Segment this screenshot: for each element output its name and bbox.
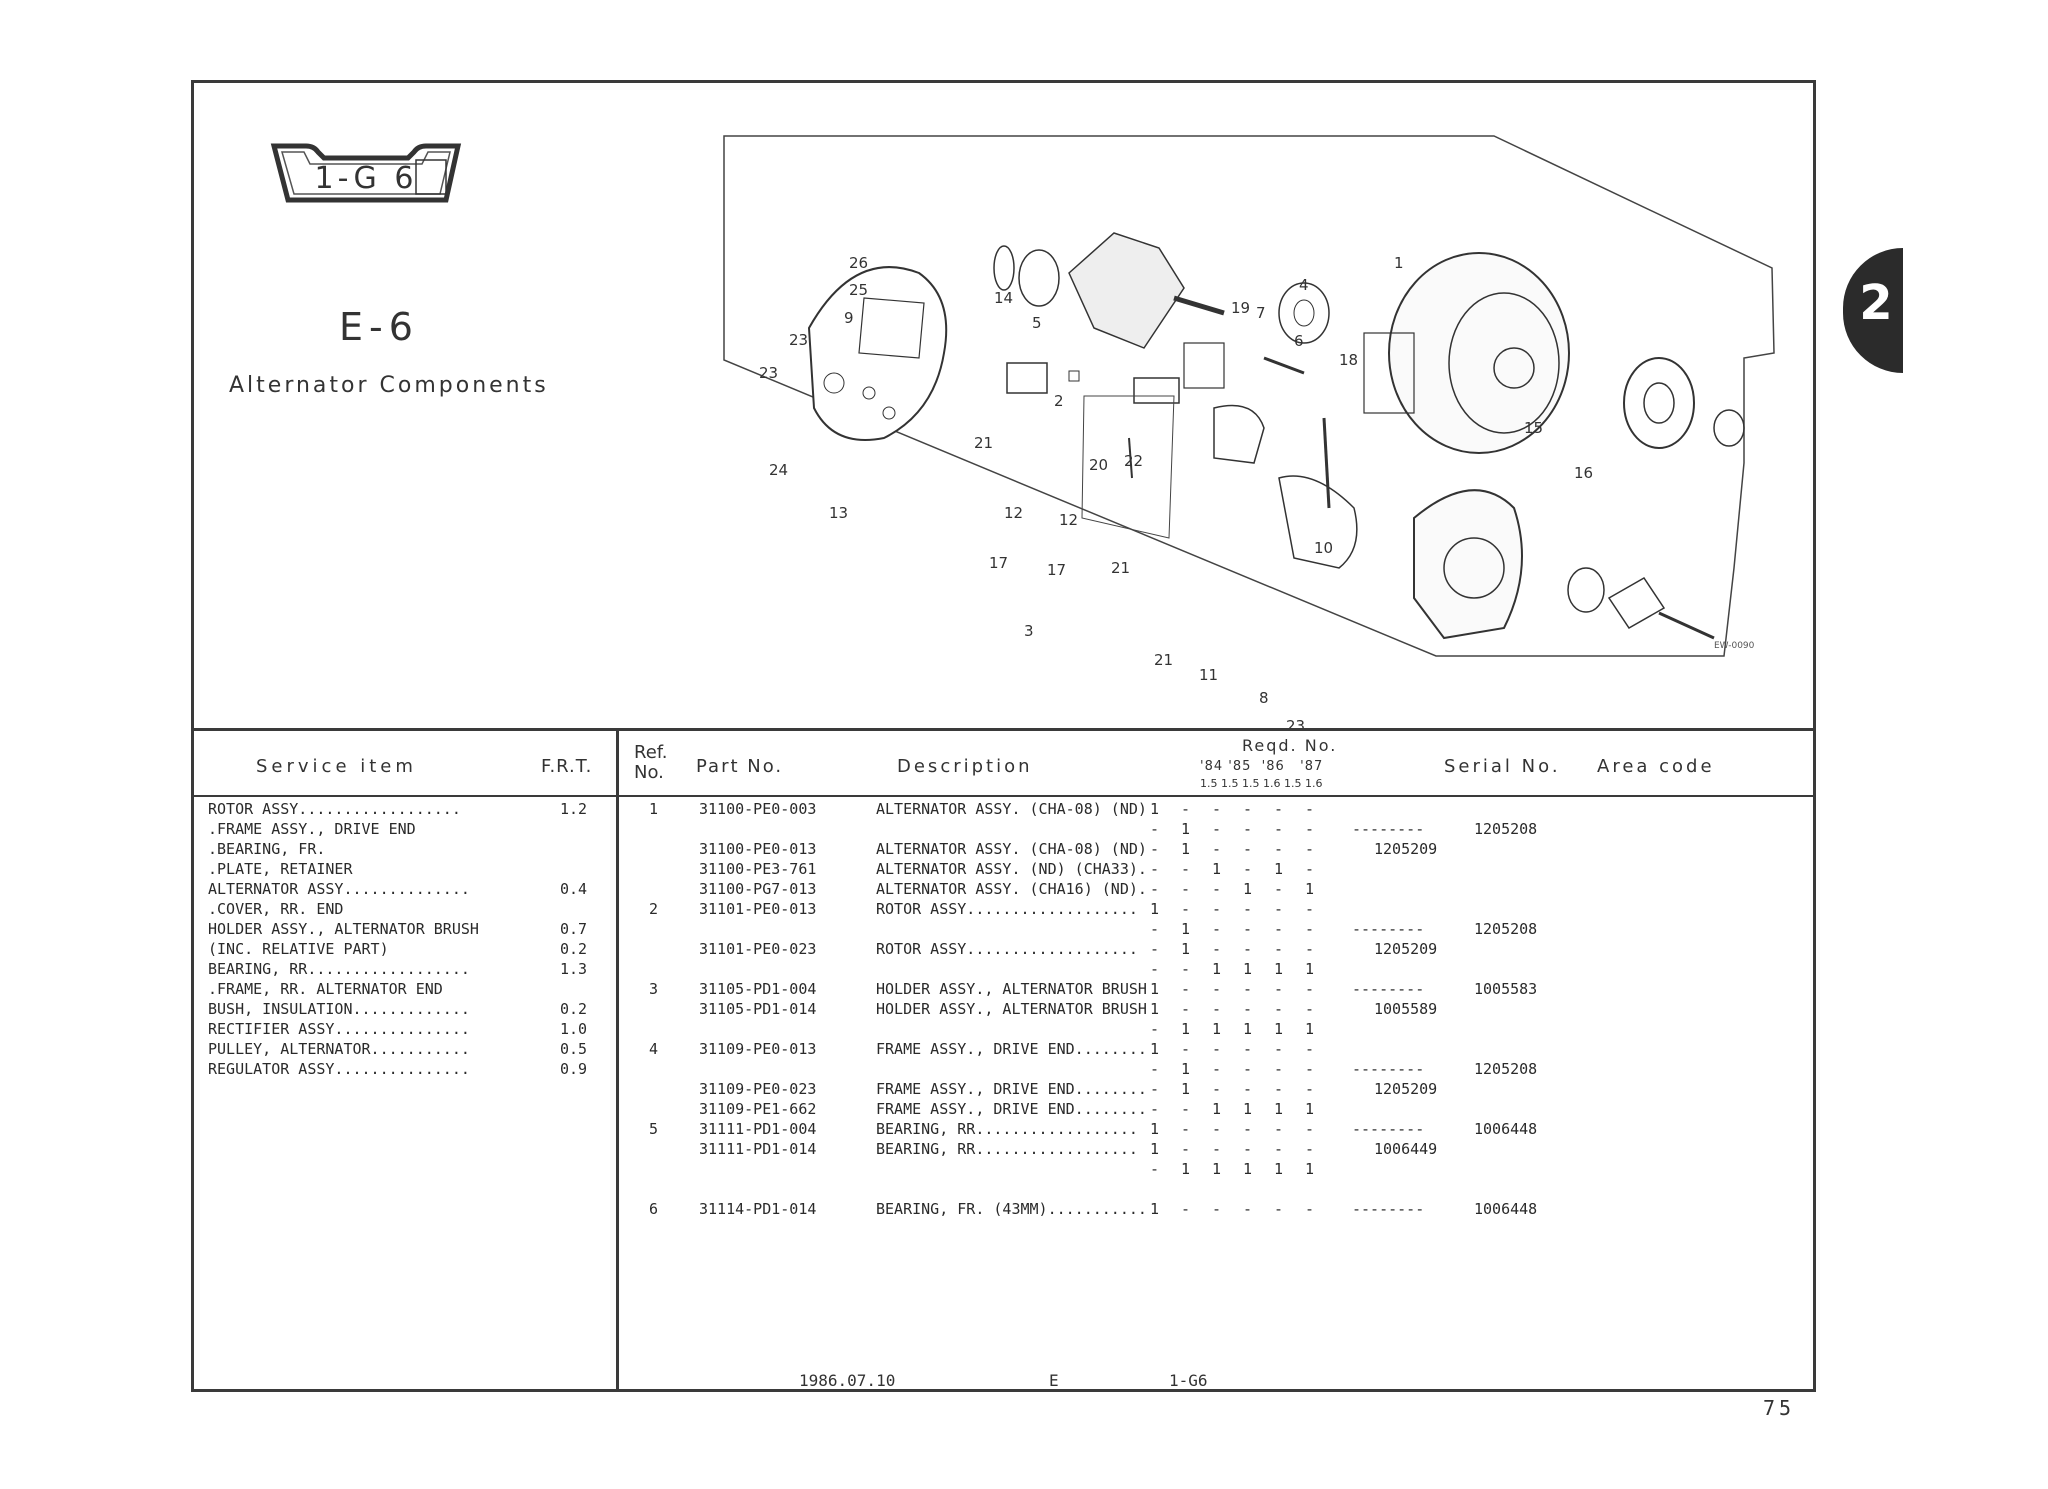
service-item-label: BUSH, INSULATION............. bbox=[208, 1000, 470, 1018]
part-qty: - bbox=[1181, 980, 1191, 998]
part-number: 31109-PE0-013 bbox=[699, 1040, 817, 1058]
part-qty: - bbox=[1212, 1040, 1222, 1058]
service-item-row bbox=[208, 799, 608, 819]
part-qty: 1 bbox=[1181, 1080, 1191, 1098]
service-item-frt: 1.0 bbox=[560, 1020, 588, 1038]
part-qty: 1 bbox=[1274, 960, 1284, 978]
part-row bbox=[619, 1059, 1809, 1079]
part-description: ALTERNATOR ASSY. (CHA-08) (ND) bbox=[876, 840, 1147, 858]
part-qty: - bbox=[1212, 1080, 1222, 1098]
part-ref: 3 bbox=[649, 980, 659, 998]
header-description: Description bbox=[897, 756, 1033, 777]
part-qty: 1 bbox=[1150, 1140, 1160, 1158]
part-number: 31111-PD1-014 bbox=[699, 1140, 817, 1158]
part-qty: - bbox=[1181, 1140, 1191, 1158]
callout: 21 bbox=[1154, 651, 1174, 669]
part-qty: - bbox=[1243, 900, 1253, 918]
service-item-row bbox=[208, 1039, 608, 1059]
serial-dash: -------- bbox=[1352, 920, 1425, 938]
page-frame bbox=[191, 80, 1816, 1392]
part-qty: - bbox=[1150, 1020, 1160, 1038]
drive-end-frame-illustration bbox=[1414, 490, 1714, 638]
callout: 18 bbox=[1339, 351, 1359, 369]
part-row bbox=[619, 979, 1809, 999]
callout: 6 bbox=[1294, 332, 1304, 350]
callout: 8 bbox=[1259, 689, 1269, 707]
part-qty: - bbox=[1305, 840, 1315, 858]
callout: 1 bbox=[1394, 254, 1404, 272]
part-qty: - bbox=[1181, 860, 1191, 878]
part-qty: - bbox=[1243, 920, 1253, 938]
callout: 23 bbox=[1286, 717, 1306, 735]
part-row bbox=[619, 939, 1809, 959]
service-item-label: (INC. RELATIVE PART) bbox=[208, 940, 389, 958]
section-title: Alternator Components bbox=[229, 373, 549, 398]
service-item-frt: 0.4 bbox=[560, 880, 588, 898]
part-qty: - bbox=[1305, 1080, 1315, 1098]
callout: 10 bbox=[1314, 539, 1334, 557]
part-qty: - bbox=[1305, 1200, 1315, 1218]
part-row bbox=[619, 819, 1809, 839]
part-qty: - bbox=[1305, 1140, 1315, 1158]
part-row bbox=[619, 1099, 1809, 1119]
section-badge-label: 1-G 6 bbox=[314, 161, 418, 196]
callout: 23 bbox=[759, 364, 779, 382]
part-qty: - bbox=[1243, 1060, 1253, 1078]
header-ref-no: Ref. No. bbox=[634, 742, 668, 783]
part-row bbox=[619, 1159, 1809, 1179]
part-row bbox=[619, 919, 1809, 939]
part-qty: - bbox=[1243, 1140, 1253, 1158]
service-item-row bbox=[208, 819, 608, 839]
brush-holder-illustration bbox=[1007, 363, 1179, 538]
callout: 21 bbox=[974, 434, 994, 452]
serial-to: 1205208 bbox=[1474, 920, 1538, 938]
header-part-no: Part No. bbox=[696, 756, 784, 777]
part-qty: - bbox=[1243, 1040, 1253, 1058]
part-qty: 1 bbox=[1181, 840, 1191, 858]
part-row bbox=[619, 1119, 1809, 1139]
part-qty: 1 bbox=[1305, 1020, 1315, 1038]
service-item-row bbox=[208, 999, 608, 1019]
part-row bbox=[619, 959, 1809, 979]
service-item-label: HOLDER ASSY., ALTERNATOR BRUSH bbox=[208, 920, 479, 938]
part-qty: - bbox=[1305, 1120, 1315, 1138]
part-qty: - bbox=[1212, 980, 1222, 998]
part-qty: - bbox=[1243, 800, 1253, 818]
callout: 4 bbox=[1299, 276, 1309, 294]
header-service-item: Service item bbox=[256, 756, 417, 777]
header-years: '84 '85 '86 '87 bbox=[1200, 759, 1324, 774]
serial-from: 1006449 bbox=[1374, 1140, 1438, 1158]
part-description: ALTERNATOR ASSY. (CHA16) (ND). bbox=[876, 880, 1147, 898]
part-qty: - bbox=[1150, 960, 1160, 978]
rotor-illustration bbox=[994, 233, 1224, 348]
part-qty: 1 bbox=[1150, 800, 1160, 818]
serial-to: 1205208 bbox=[1474, 1060, 1538, 1078]
part-qty: - bbox=[1150, 840, 1160, 858]
part-qty: 1 bbox=[1150, 900, 1160, 918]
part-qty: 1 bbox=[1305, 880, 1315, 898]
part-qty: - bbox=[1150, 880, 1160, 898]
part-qty: 1 bbox=[1150, 1040, 1160, 1058]
callout: 23 bbox=[789, 331, 809, 349]
header-area-code: Area code bbox=[1597, 756, 1715, 777]
part-qty: - bbox=[1181, 1040, 1191, 1058]
part-qty: - bbox=[1150, 860, 1160, 878]
table-header-divider bbox=[194, 795, 1813, 797]
part-qty: 1 bbox=[1181, 940, 1191, 958]
service-item-list bbox=[208, 799, 608, 1079]
callout: 17 bbox=[989, 554, 1009, 572]
part-description: ALTERNATOR ASSY. (ND) (CHA33). bbox=[876, 860, 1147, 878]
part-ref: 1 bbox=[649, 800, 659, 818]
part-qty: - bbox=[1243, 1120, 1253, 1138]
part-qty: - bbox=[1243, 1080, 1253, 1098]
part-row bbox=[619, 999, 1809, 1019]
part-number: 31100-PE3-761 bbox=[699, 860, 817, 878]
part-row bbox=[619, 859, 1809, 879]
callout: 7 bbox=[1256, 304, 1266, 322]
part-qty: - bbox=[1181, 1100, 1191, 1118]
exploded-diagram bbox=[714, 128, 1784, 735]
part-ref: 2 bbox=[649, 900, 659, 918]
illustration-area bbox=[194, 83, 1813, 735]
part-qty: - bbox=[1243, 980, 1253, 998]
serial-dash: -------- bbox=[1352, 1120, 1425, 1138]
header-reqd-no: Reqd. No. bbox=[1242, 736, 1338, 755]
part-row bbox=[619, 1039, 1809, 1059]
callout: 20 bbox=[1089, 456, 1109, 474]
part-row bbox=[619, 839, 1809, 859]
part-row bbox=[619, 1139, 1809, 1159]
part-qty: 1 bbox=[1150, 1120, 1160, 1138]
part-qty: 1 bbox=[1181, 820, 1191, 838]
service-item-label: .PLATE, RETAINER bbox=[208, 860, 353, 878]
part-description: HOLDER ASSY., ALTERNATOR BRUSH bbox=[876, 1000, 1147, 1018]
part-row bbox=[619, 899, 1809, 919]
part-qty: - bbox=[1150, 1080, 1160, 1098]
callout: 16 bbox=[1574, 464, 1594, 482]
part-qty: - bbox=[1212, 820, 1222, 838]
section-divider bbox=[194, 728, 1813, 731]
part-qty: - bbox=[1181, 1000, 1191, 1018]
part-qty: - bbox=[1274, 880, 1284, 898]
part-qty: 1 bbox=[1212, 1100, 1222, 1118]
callout: 2 bbox=[1054, 392, 1064, 410]
part-qty: - bbox=[1212, 1120, 1222, 1138]
service-item-label: BEARING, RR.................. bbox=[208, 960, 470, 978]
part-qty: - bbox=[1274, 1000, 1284, 1018]
part-qty: - bbox=[1212, 1000, 1222, 1018]
part-qty: - bbox=[1274, 800, 1284, 818]
serial-from: 1205209 bbox=[1374, 840, 1438, 858]
part-qty: - bbox=[1150, 1160, 1160, 1178]
part-ref: 5 bbox=[649, 1120, 659, 1138]
part-qty: 1 bbox=[1212, 1020, 1222, 1038]
header-ranges: 1.5 1.5 1.5 1.6 1.5 1.6 bbox=[1200, 777, 1323, 790]
service-item-frt: 1.2 bbox=[560, 800, 588, 818]
service-item-row bbox=[208, 899, 608, 919]
part-number: 31109-PE1-662 bbox=[699, 1100, 817, 1118]
part-qty: 1 bbox=[1181, 920, 1191, 938]
footer-area: E bbox=[1049, 1371, 1059, 1390]
part-row bbox=[619, 1199, 1809, 1219]
part-qty: - bbox=[1181, 900, 1191, 918]
part-number: 31111-PD1-004 bbox=[699, 1120, 817, 1138]
part-qty: 1 bbox=[1243, 1160, 1253, 1178]
part-qty: - bbox=[1274, 1080, 1284, 1098]
service-item-row bbox=[208, 1059, 608, 1079]
part-qty: - bbox=[1274, 940, 1284, 958]
service-item-frt: 0.9 bbox=[560, 1060, 588, 1078]
service-item-row bbox=[208, 959, 608, 979]
part-qty: - bbox=[1305, 920, 1315, 938]
part-qty: - bbox=[1243, 940, 1253, 958]
part-ref: 6 bbox=[649, 1200, 659, 1218]
part-qty: - bbox=[1274, 1140, 1284, 1158]
part-qty: - bbox=[1212, 880, 1222, 898]
part-qty: 1 bbox=[1150, 980, 1160, 998]
service-item-row bbox=[208, 1019, 608, 1039]
part-qty: - bbox=[1212, 900, 1222, 918]
service-item-label: REGULATOR ASSY............... bbox=[208, 1060, 470, 1078]
part-qty: 1 bbox=[1243, 880, 1253, 898]
part-qty: - bbox=[1181, 1200, 1191, 1218]
service-item-row bbox=[208, 939, 608, 959]
part-qty: - bbox=[1150, 1060, 1160, 1078]
part-number: 31101-PE0-023 bbox=[699, 940, 817, 958]
callout: 17 bbox=[1047, 561, 1067, 579]
service-item-frt: 0.2 bbox=[560, 1000, 588, 1018]
part-qty: 1 bbox=[1181, 1020, 1191, 1038]
part-qty: - bbox=[1305, 1000, 1315, 1018]
part-qty: 1 bbox=[1181, 1160, 1191, 1178]
serial-to: 1005583 bbox=[1474, 980, 1538, 998]
diagram-id: EW-0090 bbox=[1714, 641, 1755, 651]
part-description: FRAME ASSY., DRIVE END........ bbox=[876, 1080, 1147, 1098]
part-qty: 1 bbox=[1274, 1160, 1284, 1178]
service-item-row bbox=[208, 859, 608, 879]
part-qty: - bbox=[1212, 840, 1222, 858]
part-qty: 1 bbox=[1274, 860, 1284, 878]
part-qty: - bbox=[1243, 860, 1253, 878]
callout: 3 bbox=[1024, 622, 1034, 640]
service-item-label: .BEARING, FR. bbox=[208, 840, 326, 858]
serial-dash: -------- bbox=[1352, 820, 1425, 838]
part-qty: 1 bbox=[1274, 1100, 1284, 1118]
part-qty: - bbox=[1212, 800, 1222, 818]
part-qty: 1 bbox=[1243, 1020, 1253, 1038]
serial-from: 1205209 bbox=[1374, 940, 1438, 958]
service-item-row bbox=[208, 879, 608, 899]
part-qty: 1 bbox=[1305, 1160, 1315, 1178]
part-qty: - bbox=[1274, 1120, 1284, 1138]
part-qty: - bbox=[1274, 980, 1284, 998]
part-qty: - bbox=[1274, 820, 1284, 838]
service-item-label: .FRAME, RR. ALTERNATOR END bbox=[208, 980, 443, 998]
serial-to: 1006448 bbox=[1474, 1120, 1538, 1138]
part-description: ROTOR ASSY................... bbox=[876, 940, 1138, 958]
part-qty: - bbox=[1181, 880, 1191, 898]
part-qty: - bbox=[1274, 1060, 1284, 1078]
serial-from: 1205209 bbox=[1374, 1080, 1438, 1098]
callout: 21 bbox=[1111, 559, 1131, 577]
part-qty: 1 bbox=[1150, 1000, 1160, 1018]
part-qty: - bbox=[1274, 1040, 1284, 1058]
service-item-frt: 1.3 bbox=[560, 960, 588, 978]
part-qty: - bbox=[1305, 860, 1315, 878]
serial-dash: -------- bbox=[1352, 1200, 1425, 1218]
callout: 24 bbox=[769, 461, 789, 479]
part-qty: - bbox=[1305, 980, 1315, 998]
part-number: 31114-PD1-014 bbox=[699, 1200, 817, 1218]
part-number: 31109-PE0-023 bbox=[699, 1080, 817, 1098]
service-item-label: .FRAME ASSY., DRIVE END bbox=[208, 820, 416, 838]
part-description: HOLDER ASSY., ALTERNATOR BRUSH bbox=[876, 980, 1147, 998]
part-description: BEARING, FR. (43MM)........... bbox=[876, 1200, 1147, 1218]
part-qty: 1 bbox=[1212, 860, 1222, 878]
part-qty: 1 bbox=[1305, 960, 1315, 978]
part-row bbox=[619, 1019, 1809, 1039]
part-description: FRAME ASSY., DRIVE END........ bbox=[876, 1100, 1147, 1118]
service-item-row bbox=[208, 919, 608, 939]
part-row bbox=[619, 799, 1809, 819]
service-item-label: RECTIFIER ASSY............... bbox=[208, 1020, 470, 1038]
part-qty: 1 bbox=[1305, 1100, 1315, 1118]
part-qty: - bbox=[1305, 900, 1315, 918]
part-number: 31105-PD1-004 bbox=[699, 980, 817, 998]
callout: 26 bbox=[849, 254, 869, 272]
service-item-label: .COVER, RR. END bbox=[208, 900, 344, 918]
callout: 25 bbox=[849, 281, 869, 299]
part-qty: 1 bbox=[1212, 960, 1222, 978]
part-row bbox=[619, 1179, 1809, 1199]
part-qty: - bbox=[1243, 1200, 1253, 1218]
footer-date: 1986.07.10 bbox=[799, 1371, 896, 1390]
part-row bbox=[619, 879, 1809, 899]
callout: 12 bbox=[1059, 511, 1079, 529]
pulley-illustration bbox=[1624, 358, 1744, 448]
part-qty: - bbox=[1305, 1060, 1315, 1078]
parts-list bbox=[619, 799, 1809, 1219]
part-number: 31100-PE0-013 bbox=[699, 840, 817, 858]
serial-to: 1006448 bbox=[1474, 1200, 1538, 1218]
part-qty: - bbox=[1212, 1140, 1222, 1158]
part-qty: - bbox=[1150, 920, 1160, 938]
part-qty: - bbox=[1181, 800, 1191, 818]
part-qty: - bbox=[1243, 1000, 1253, 1018]
callout: 22 bbox=[1124, 452, 1144, 470]
part-description: BEARING, RR.................. bbox=[876, 1140, 1138, 1158]
serial-to: 1205208 bbox=[1474, 820, 1538, 838]
part-qty: 1 bbox=[1243, 1100, 1253, 1118]
part-row bbox=[619, 1079, 1809, 1099]
part-qty: - bbox=[1212, 920, 1222, 938]
part-qty: - bbox=[1305, 1040, 1315, 1058]
part-number: 31100-PG7-013 bbox=[699, 880, 817, 898]
part-description: ALTERNATOR ASSY. (CHA-08) (ND) bbox=[876, 800, 1147, 818]
part-number: 31100-PE0-003 bbox=[699, 800, 817, 818]
header-serial-no: Serial No. bbox=[1444, 756, 1561, 777]
part-qty: 1 bbox=[1274, 1020, 1284, 1038]
part-qty: - bbox=[1212, 1060, 1222, 1078]
rear-cover-illustration bbox=[809, 267, 946, 440]
callout: 12 bbox=[1004, 504, 1024, 522]
callout: 13 bbox=[829, 504, 849, 522]
chapter-tab-label: 2 bbox=[1859, 275, 1893, 331]
part-qty: - bbox=[1181, 1120, 1191, 1138]
serial-dash: -------- bbox=[1352, 1060, 1425, 1078]
callout: 14 bbox=[994, 289, 1014, 307]
part-qty: - bbox=[1150, 940, 1160, 958]
part-qty: - bbox=[1274, 1200, 1284, 1218]
part-number: 31101-PE0-013 bbox=[699, 900, 817, 918]
callout: 9 bbox=[844, 309, 854, 327]
part-qty: 1 bbox=[1150, 1200, 1160, 1218]
callout: 19 bbox=[1231, 299, 1251, 317]
part-qty: - bbox=[1243, 840, 1253, 858]
part-description: BEARING, RR.................. bbox=[876, 1120, 1138, 1138]
service-item-label: ALTERNATOR ASSY.............. bbox=[208, 880, 470, 898]
part-qty: - bbox=[1274, 900, 1284, 918]
serial-dash: -------- bbox=[1352, 980, 1425, 998]
header-frt: F.R.T. bbox=[541, 756, 593, 777]
part-qty: 1 bbox=[1181, 1060, 1191, 1078]
part-qty: - bbox=[1212, 1200, 1222, 1218]
section-code: E-6 bbox=[339, 305, 419, 349]
service-item-row bbox=[208, 979, 608, 999]
callout: 5 bbox=[1032, 314, 1042, 332]
part-description: ROTOR ASSY................... bbox=[876, 900, 1138, 918]
callout: 15 bbox=[1524, 419, 1544, 437]
part-qty: 1 bbox=[1243, 960, 1253, 978]
service-item-frt: 0.7 bbox=[560, 920, 588, 938]
service-item-frt: 0.5 bbox=[560, 1040, 588, 1058]
part-qty: - bbox=[1305, 820, 1315, 838]
part-qty: 1 bbox=[1212, 1160, 1222, 1178]
part-ref: 4 bbox=[649, 1040, 659, 1058]
section-badge bbox=[266, 138, 466, 213]
serial-from: 1005589 bbox=[1374, 1000, 1438, 1018]
part-qty: - bbox=[1212, 940, 1222, 958]
part-qty: - bbox=[1150, 820, 1160, 838]
service-item-row bbox=[208, 839, 608, 859]
part-number: 31105-PD1-014 bbox=[699, 1000, 817, 1018]
callout: 11 bbox=[1199, 666, 1219, 684]
alternator-body-illustration bbox=[1184, 253, 1569, 453]
page-number: 75 bbox=[1763, 1396, 1796, 1420]
part-qty: - bbox=[1274, 840, 1284, 858]
part-qty: - bbox=[1150, 1100, 1160, 1118]
part-qty: - bbox=[1274, 920, 1284, 938]
part-qty: - bbox=[1305, 940, 1315, 958]
service-item-frt: 0.2 bbox=[560, 940, 588, 958]
service-item-label: PULLEY, ALTERNATOR........... bbox=[208, 1040, 470, 1058]
part-description: FRAME ASSY., DRIVE END........ bbox=[876, 1040, 1147, 1058]
part-qty: - bbox=[1181, 960, 1191, 978]
footer-code: 1-G6 bbox=[1169, 1371, 1208, 1390]
service-item-label: ROTOR ASSY.................. bbox=[208, 800, 461, 818]
part-qty: - bbox=[1243, 820, 1253, 838]
part-qty: - bbox=[1305, 800, 1315, 818]
rectifier-illustration bbox=[1214, 406, 1357, 569]
